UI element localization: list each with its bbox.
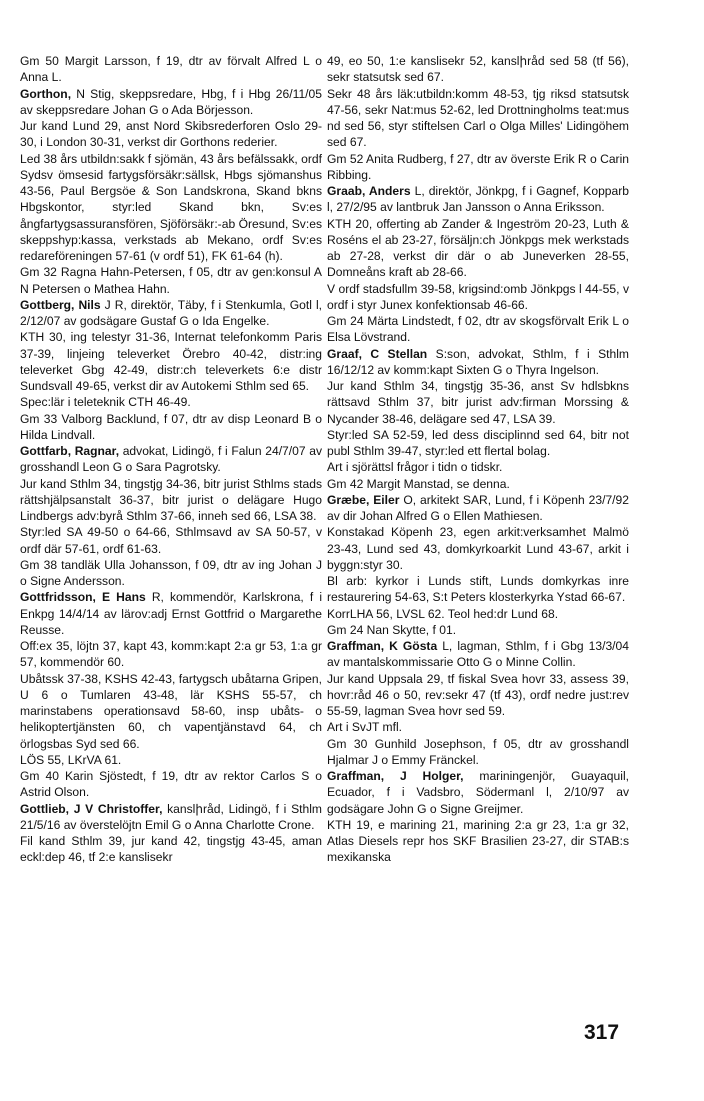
entry-paragraph [327, 719, 629, 735]
entry-paragraph [327, 736, 629, 769]
entry-text: Styr:led SA 52-59, led dess disciplinnd sed 64, bitr not publ Sthlm 39-47, styr:led ett flertal bolag. [327, 427, 629, 458]
entry-text: KTH 19, e marining 21, marining 2:a gr 23, 1:a gr 32, Atlas Diesels repr hos SKF Brasilien 23-27, dir STAB:s mexikanska [327, 817, 629, 865]
entry-name: Gorthon, [20, 86, 72, 101]
entry-text: Jur kand Sthlm 34, tingstjg 34-36, bitr jurist Sthlms stads rättshjälpsanstalt 36-37, bitr jurist o delägare Hugo Lindbergs adv:byrå Sthlm 37-66, inneh sed 66, LSA 38. [20, 476, 322, 523]
entry-text: Gm 50 Margit Larsson, f 19, dtr av förvalt Alfred L o Anna L. [20, 54, 322, 85]
entry-name: Graffman, J Holger, [327, 769, 464, 783]
entry-paragraph [20, 151, 322, 265]
entry-paragraph [20, 118, 322, 151]
entry-text: 49, eo 50, 1:e kanslisekr 52, kanslիråd sed 58 (tf 56), sekr statsutsk sed 67. [327, 54, 629, 85]
entry-text: Jur kand Uppsala 29, tf fiskal Svea hovr 33, assess 39, hovr:råd 46 o 50, rev:sekr 47 (tf 43), ordf nedre just:rev 55-59, lagman Svea hovr sed 59. [327, 671, 629, 718]
entry-text: Ubåtssk 37-38, KSHS 42-43, fartygsch ubåtarna Gripen, U 6 o Tumlaren 43-48, lär KSHS 55-57, ch marinstabens operationsavd 58-60, insp ubåts- o helikoptertjänsten 60, ch vapentjänstavd 64, ch örlogsbas Syd sed 66. [20, 671, 322, 751]
entry-name: Græbe, Eiler [327, 492, 400, 507]
entry-text: LÖS 55, LKrVA 61. [20, 752, 122, 767]
entry-text: advokat, Lidingö, f i Falun 24/7/07 av grosshandl Leon G o Sara Pagrotsky. [20, 444, 322, 475]
entry-text: Gm 32 Ragna Hahn-Petersen, f 05, dtr av gen:konsul A N Petersen o Mathea Hahn. [20, 265, 322, 296]
entry-name: Gottlieb, J V Christoffer, [20, 801, 163, 816]
entry-name: Gottfarb, Ragnar, [20, 444, 120, 458]
entry-text: Fil kand Sthlm 39, jur kand 42, tingstjg 43-45, aman eckl:dep 46, tf 2:e kanslisekr [20, 834, 322, 865]
biography-entry [327, 768, 629, 817]
biography-entry [327, 492, 629, 525]
entry-paragraph [327, 622, 629, 638]
entry-paragraph [327, 151, 629, 184]
entry-text: Jur kand Sthlm 34, tingstjg 35-36, anst Sv hdlsbkns rättsavd Sthlm 37, bitr jurist adv:firman Morssing & Nycander 38-46, delägare sed 47, LSA 39. [327, 379, 629, 426]
entry-name: Graaf, C Stellan [327, 346, 428, 361]
entry-text: R, kommendör, Karlskrona, f i Enkpg 14/4/14 av lärov:adj Ernst Gottfrid o Margarethe Reusse. [20, 590, 323, 637]
entry-text: Bl arb: kyrkor i Lunds stift, Lunds domkyrkas inre restaurering 54-63, S:t Peters klosterkyrka Ystad 66-67. [327, 574, 629, 605]
entry-text: Gm 52 Anita Rudberg, f 27, dtr av överste Erik R o Carin Ribbing. [327, 151, 629, 182]
entry-text: KTH 30, ing telestyr 31-36, Internat telefonkomm Paris 37-39, linjeing televerket Örebro 40-42, distr:ing televerket Gbg 42-49, distr:ch televerkets 6:e distr Sundsvall 49-65, verkst dir av Autokemi Sthlm sed 65. [20, 330, 322, 393]
entry-text: Gm 33 Valborg Backlund, f 07, dtr av disp Leonard B o Hilda Lindvall. [20, 411, 322, 442]
entry-paragraph [327, 606, 629, 622]
entry-name: Gottberg, Nils [20, 297, 101, 312]
page-number: 317 [584, 1021, 620, 1044]
biography-entry [20, 297, 322, 330]
entry-text: Sekr 48 års läk:utbildn:komm 48-53, tjg riksd statsutsk 47-56, sekr Nat:mus 52-62, led Drottningholms teat:mus nd sed 56, styr stiftelsen Carl o Olga Milles' Lidingöhem sed 67. [327, 86, 629, 150]
entry-text: L, direktör, Jönkpg, f i Gagnef, Kopparb l, 27/2/95 av lantbruk Jan Jansson o Anna Eriksson. [327, 184, 629, 215]
entry-text: O, arkitekt SAR, Lund, f i Köpenh 23/7/92 av dir Johan Alfred G o Ellen Mathiesen. [327, 492, 629, 523]
entry-paragraph [327, 476, 629, 492]
entry-paragraph [327, 817, 629, 866]
biography-entry [327, 346, 629, 379]
entry-text: KorrLHA 56, LVSL 62. Teol hed:dr Lund 68. [327, 606, 559, 621]
entry-text: Gm 30 Gunhild Josephson, f 05, dtr av grosshandl Hjalmar J o Emmy Fränckel. [327, 736, 629, 767]
entry-paragraph [327, 427, 629, 460]
entry-text: S:son, advokat, Sthlm, f i Sthlm 16/12/12 av komm:kapt Sixten G o Thyra Ingelson. [327, 346, 629, 377]
entry-text: Konstakad Köpenh 23, egen arkit:verksamhet Malmö 23-43, Lund sed 43, domkyrkoarkit Lund 43-67, arkit i byggn:styr 30. [327, 525, 629, 572]
entry-paragraph [327, 313, 629, 346]
entry-paragraph [327, 86, 629, 151]
entry-text: V ordf stadsfullm 39-58, krigsind:omb Jönkpgs l 44-55, v ordf i styr Junex konfektionsab 46-66. [327, 281, 629, 312]
entry-name: Graab, Anders [327, 184, 411, 198]
entry-paragraph [327, 53, 629, 86]
entry-text: Gm 24 Märta Lindstedt, f 02, dtr av skogsförvalt Erik L o Elsa Lövstrand. [327, 314, 629, 345]
entry-paragraph [20, 557, 322, 590]
biography-entry [20, 589, 322, 638]
entry-text: KTH 20, offerting ab Zander & Ingeström 20-23, Luth & Roséns el ab 23-27, försäljn:ch Jönkpgs mek werkstads ab 27-28, verkst dir där o ab Juneverken 28-55, Domneåns kraft ab 28-66. [327, 216, 629, 280]
entry-text: L, lagman, Sthlm, f i Gbg 13/3/04 av mantalskommissarie Otto G o Minne Collin. [327, 639, 629, 670]
entry-text: N Stig, skeppsredare, Hbg, f i Hbg 26/11/05 av skeppsredare Johan G o Ada Börjesson. [20, 86, 322, 117]
entry-paragraph [20, 329, 322, 394]
entry-text: Art i sjörättsl frågor i tidn o tidskr. [327, 460, 503, 475]
biography-entry [20, 801, 322, 834]
left-column [20, 53, 322, 866]
entry-text: Spec:lär i teleteknik CTH 46-49. [20, 395, 191, 410]
entry-paragraph [327, 524, 629, 573]
entry-text: Art i SvJT mfl. [327, 720, 403, 735]
entry-name: Gottfridsson, E Hans [20, 590, 146, 605]
entry-paragraph [20, 638, 322, 671]
entry-paragraph [20, 264, 322, 297]
entry-text: Gm 42 Margit Manstad, se denna. [327, 476, 510, 491]
entry-name: Graffman, K Gösta [327, 639, 438, 653]
entry-paragraph [20, 476, 322, 525]
entry-paragraph [20, 411, 322, 444]
entry-text: Styr:led SA 49-50 o 64-66, Sthlmsavd av SA 50-57, v ordf där 57-61, ordf 61-63. [20, 525, 322, 556]
entry-text: Gm 24 Nan Skytte, f 01. [327, 622, 457, 637]
entry-paragraph [327, 378, 629, 427]
biography-entry [327, 638, 629, 671]
entry-paragraph [327, 459, 629, 475]
entry-text: Gm 38 tandläk Ulla Johansson, f 09, dtr av ing Johan J o Signe Andersson. [20, 557, 322, 588]
entry-paragraph [327, 281, 629, 314]
entry-paragraph [20, 752, 322, 768]
entry-paragraph [327, 573, 629, 606]
biography-entry [327, 183, 629, 216]
right-column [327, 53, 629, 866]
entry-paragraph [20, 833, 322, 866]
entry-paragraph [20, 394, 322, 410]
entry-paragraph [20, 671, 322, 752]
entry-text: kanslիråd, Lidingö, f i Sthlm 21/5/16 av överstelöjtn Emil G o Anna Charlotte Crone. [20, 801, 322, 832]
entry-paragraph [20, 53, 322, 86]
entry-text: mariningenjör, Guayaquil, Ecuador, f i Vadsbro, Södermanl l, 2/10/97 av godsägare John G o Signe Greijmer. [327, 769, 629, 816]
entry-text: Jur kand Lund 29, anst Nord Skibsrederforen Oslo 29-30, i London 30-31, verkst dir Gorthons rederier. [20, 119, 322, 150]
entry-text: J R, direktör, Täby, f i Stenkumla, Gotl l, 2/12/07 av godsägare Gustaf G o Ida Engelke. [20, 297, 322, 328]
entry-paragraph [327, 216, 629, 281]
entry-paragraph [327, 671, 629, 720]
entry-text: Off:ex 35, löjtn 37, kapt 43, komm:kapt 2:a gr 53, 1:a gr 57, kommendör 60. [20, 639, 322, 670]
entry-text: Led 38 års utbildn:sakk f sjömän, 43 års befälssakk, ordf Sydsv ömsesid fartygsförsäkr:sällsk, Hbgs sjömanshus 43-56, Paul Bergsöe & Son Landskrona, Skand bkns Hbgskontor, styr:led Skand bkn, Sv:es ångfartygsassuransfören, Sjöförsäkr:-ab Öresund, Sv:es skeppshyp:kassa, verkstads ab Mekano, ordf Sv:es redareföreningen 57-61 (v ordf 51), FK 61-64 (h). [20, 151, 322, 263]
entry-text: Gm 40 Karin Sjöstedt, f 19, dtr av rektor Carlos S o Astrid Olson. [20, 769, 322, 800]
entry-paragraph [20, 524, 322, 557]
biography-entry [20, 443, 322, 476]
biography-entry [20, 86, 322, 119]
entry-paragraph [20, 768, 322, 801]
